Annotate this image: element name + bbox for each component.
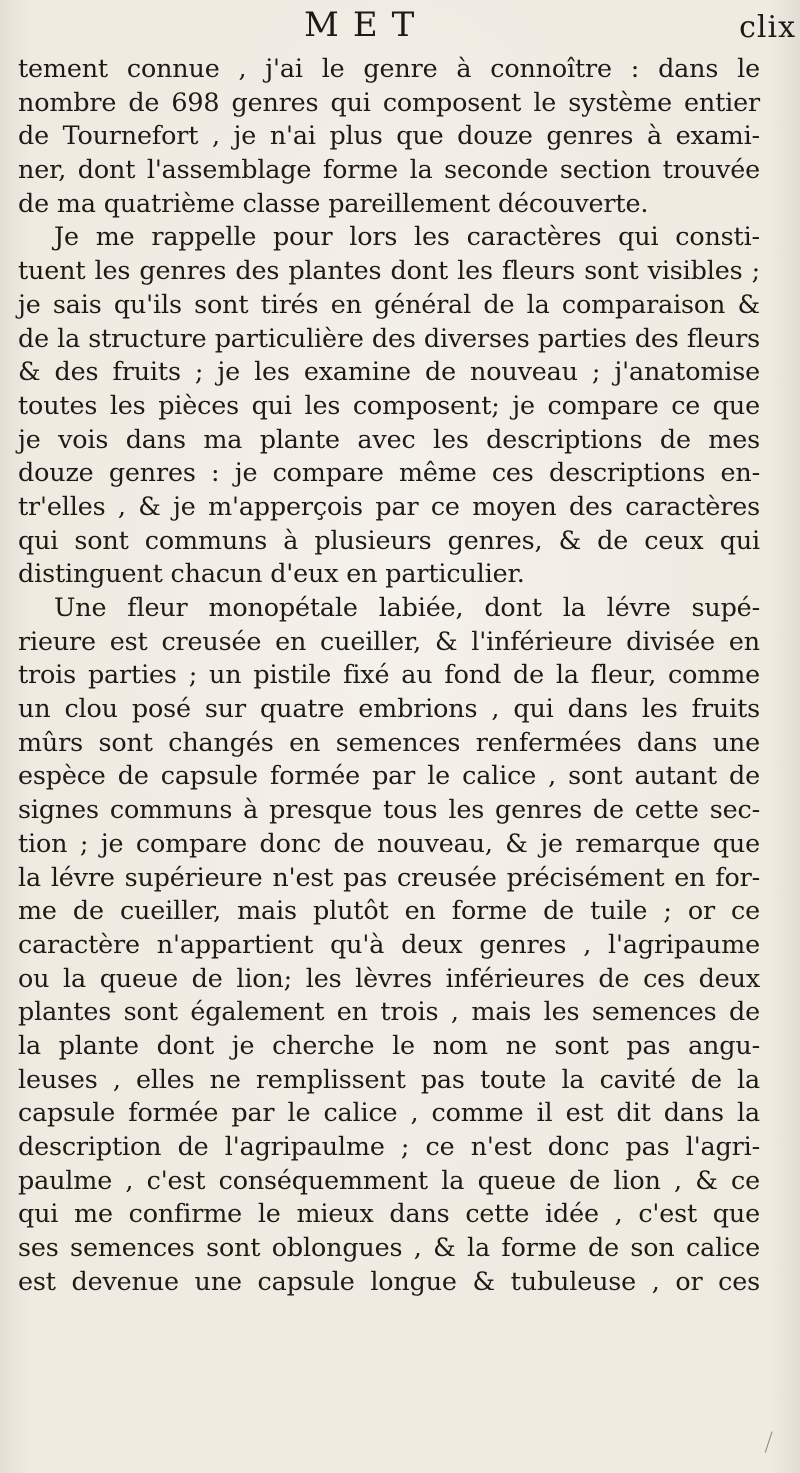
text-line: & des fruits ; je les examine de nouveau ; j'anatomise [18,356,760,387]
text-line: la lévre supérieure n'est pas creusée précisément en for- [18,861,760,892]
text-line: toutes les pièces qui les composent; je compare ce que [18,389,760,420]
text-line: trois parties ; un pistile fixé au fond de la fleur, comme [18,659,760,690]
text-line: ses semences sont oblongues , & la forme de son calice [18,1232,760,1263]
text-line: un clou posé sur quatre embrions , qui dans les fruits [18,693,760,724]
margin-pencil-mark [765,1431,778,1454]
body-text [18,52,760,1298]
paragraph [18,52,760,220]
running-head-word: MET [304,5,429,45]
text-line: me de cueiller, mais plutôt en forme de tuile ; or ce [18,895,760,926]
text-line: qui sont communs à plusieurs genres, & de ceux qui [18,524,760,555]
text-line: tuent les genres des plantes dont les fleurs sont visibles ; [18,255,760,286]
text-line: espèce de capsule formée par le calice , sont autant de [18,760,760,791]
text-line: signes communs à presque tous les genres de cette sec- [18,794,760,825]
text-line: douze genres : je compare même ces descriptions en- [18,457,760,488]
page-number: clix [739,10,796,45]
text-line: de la structure particulière des diverses parties des fleurs [18,322,760,353]
text-line: je sais qu'ils sont tirés en général de la comparaison & [18,288,760,319]
text-line: je vois dans ma plante avec les descriptions de mes [18,423,760,454]
text-line: caractère n'appartient qu'à deux genres , l'agripaume [18,928,760,959]
text-line: rieure est creusée en cueiller, & l'inférieure divisée en [18,625,760,656]
paragraph [18,591,760,1298]
text-line: leuses , elles ne remplissent pas toute la cavité de la [18,1063,760,1094]
paragraph [18,220,760,591]
text-line: capsule formée par le calice , comme il est dit dans la [18,1097,760,1128]
text-line: Une fleur monopétale labiée, dont la lévre supé- [54,592,760,622]
text-line: tion ; je compare donc de nouveau, & je remarque que [18,827,760,858]
running-head [0,2,800,48]
text-line: distinguent chacun d'eux en particulier. [18,558,525,589]
text-line: Je me rappelle pour lors les caractères qui consti- [54,221,760,252]
text-line: plantes sont également en trois , mais les semences de [18,996,760,1027]
text-line: tr'elles , & je m'apperçois par ce moyen des caractères [18,490,760,521]
text-line: qui me confirme le mieux dans cette idée , c'est que [18,1198,760,1229]
text-line: ou la queue de lion; les lèvres inférieures de ces deux [18,962,760,993]
text-line: description de l'agripaulme ; ce n'est donc pas l'agri- [18,1131,760,1161]
text-line: de ma quatrième classe pareillement découverte. [18,187,649,218]
text-line: la plante dont je cherche le nom ne sont pas angu- [18,1029,760,1060]
text-line: paulme , c'est conséquemment la queue de lion , & ce [18,1164,760,1195]
text-line: mûrs sont changés en semences renfermées dans une [18,726,760,757]
text-line: de Tournefort , je n'ai plus que douze genres à exami- [18,120,760,151]
text-line: nombre de 698 genres qui composent le système entier [18,86,760,117]
text-line: tement connue , j'ai le genre à connoître : dans le [18,53,760,83]
text-line: ner, dont l'assemblage forme la seconde section trouvée [18,154,760,185]
text-line: est devenue une capsule longue & tubuleuse , or ces [18,1265,760,1296]
